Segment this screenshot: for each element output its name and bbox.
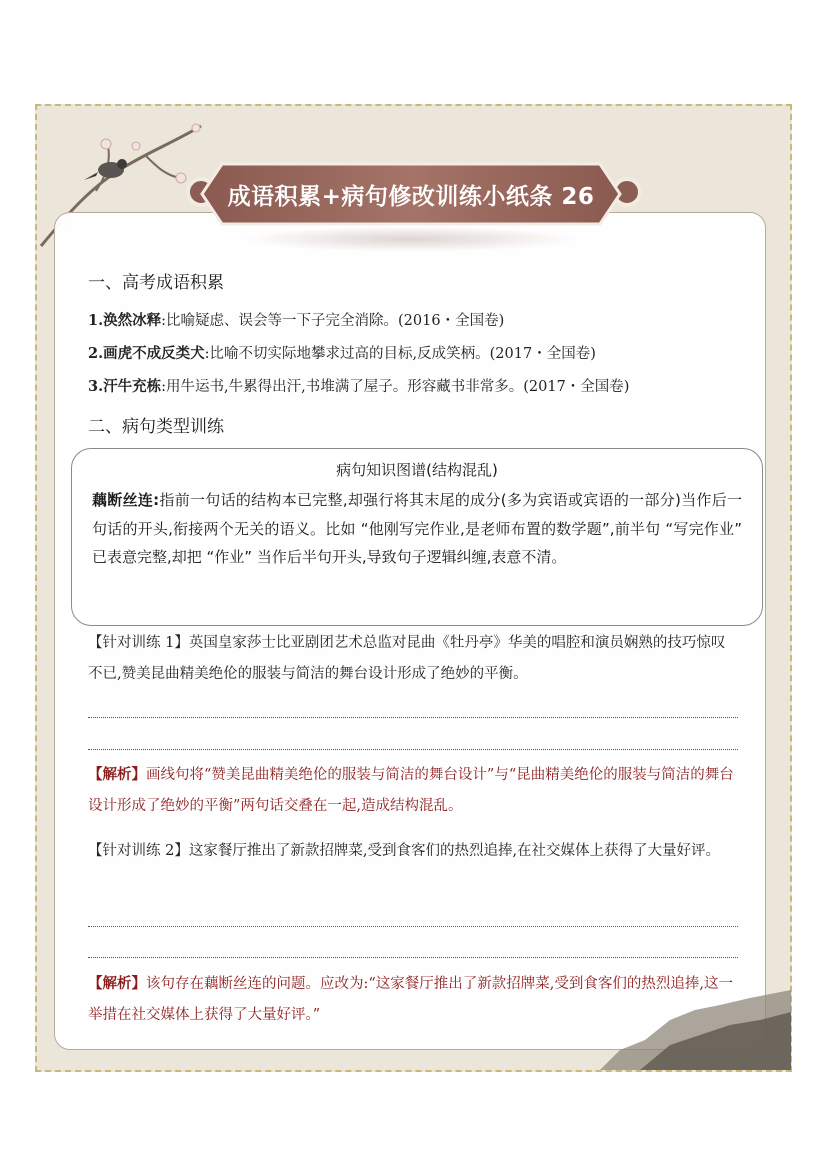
exercise-text: 英国皇家莎士比亚剧团艺术总监对昆曲《牡丹亭》华美的唱腔和演员娴熟的技巧惊叹不已,赞美昆曲精美绝伦的服装与简洁的舞台设计形成了绝妙的平衡。 (88, 635, 726, 682)
knowledge-body (92, 486, 742, 572)
analysis-tag: 【解析】 (88, 766, 146, 783)
idiom-item-3: 3.汗牛充栋:用牛运书,牛累得出汗,书堆满了屋子。形容藏书非常多。(2017・全国卷) (88, 378, 630, 395)
analysis-text: 该句存在藕断丝连的问题。应改为:“这家餐厅推出了新款招牌菜,受到食客们的热烈追捧,这一举措在社交媒体上获得了大量好评。” (88, 976, 734, 1023)
answer-line[interactable] (88, 926, 738, 927)
idiom-definition: :用牛运书,牛累得出汗,书堆满了屋子。形容藏书非常多。(2017・全国卷) (161, 379, 630, 395)
exercise-text: 这家餐厅推出了新款招牌菜,受到食客们的热烈追捧,在社交媒体上获得了大量好评。 (188, 843, 721, 859)
analysis-text: 画线句将“赞美昆曲精美绝伦的服装与简洁的舞台设计”与“昆曲精美绝伦的服装与简洁的舞台设计形成了绝妙的平衡”两句话交叠在一起,造成结构混乱。 (88, 767, 734, 814)
knowledge-text: 指前一句话的结构本已完整,却强行将其末尾的成分(多为宾语或宾语的一部分)当作后一句话的开头,衔接两个无关的语义。比如 “他刚写完作业,是老师布置的数学题”,前半句 “写完作业” 已表意完整,却把 “作业” 当作后半句开头,导致句子逻辑纠缠,表意不清。 (92, 491, 742, 566)
answer-line[interactable] (88, 749, 738, 750)
analysis-2 (88, 968, 740, 1031)
knowledge-title: 病句知识图谱(结构混乱) (336, 461, 498, 479)
answer-line[interactable] (88, 957, 738, 958)
idiom-term: 涣然冰释 (103, 312, 162, 329)
idiom-term: 汗牛充栋 (103, 378, 162, 395)
section-title-idioms: 一、高考成语积累 (88, 273, 224, 293)
answer-line[interactable] (88, 717, 738, 718)
banner-title: 成语积累+病句修改训练小纸条 26 (227, 183, 595, 210)
exercise-label: 【针对训练 1】 (88, 635, 189, 651)
exercise-2 (88, 836, 738, 867)
idiom-definition: :比喻不切实际地攀求过高的目标,反成笑柄。(2017・全国卷) (204, 346, 596, 362)
knowledge-box (71, 448, 763, 626)
idiom-definition: :比喻疑虑、误会等一下子完全消除。(2016・全国卷) (161, 313, 505, 329)
idiom-item-2: 2.画虎不成反类犬:比喻不切实际地攀求过高的目标,反成笑柄。(2017・全国卷) (88, 345, 596, 362)
analysis-tag: 【解析】 (88, 975, 146, 992)
analysis-1 (88, 759, 740, 822)
exercise-label: 【针对训练 2】 (88, 843, 189, 859)
idiom-item-1: 1.涣然冰释:比喻疑虑、误会等一下子完全消除。(2016・全国卷) (88, 312, 505, 329)
exercise-1 (88, 628, 738, 690)
banner-shadow (240, 226, 580, 252)
title-banner (200, 162, 622, 226)
idiom-term: 画虎不成反类犬 (103, 345, 205, 362)
knowledge-term: 藕断丝连: (92, 491, 160, 509)
section-title-sentence-types: 二、病句类型训练 (88, 417, 224, 437)
